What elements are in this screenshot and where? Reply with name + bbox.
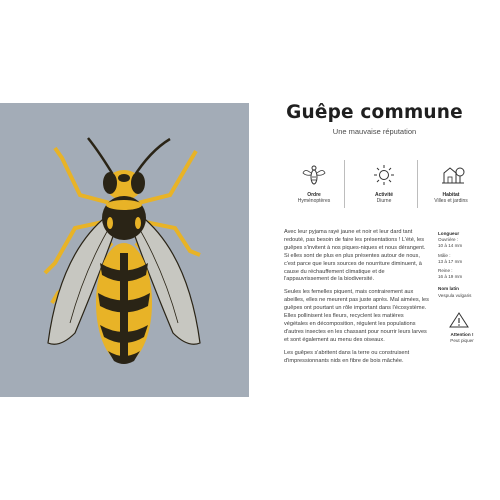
divider xyxy=(344,160,345,208)
latin-name-value: Vespula vulgaris xyxy=(438,292,472,298)
paragraph-intro: Avec leur pyjama rayé jaune et noir et leur dard tant redouté, pas besoin de faire les présentations ! L'été, les guêpes s'invitent à nos piques-niques et nous dérangent. Si elles sont de plus en plus présentes autour de nous, c'est parce que leurs sources de nourriture diminuent, à cause du réchauffement climatique et de l'appauvrissement de la biodiversité. xyxy=(284,229,426,283)
length-label: Longueur xyxy=(438,231,460,236)
queen-label: Reine : xyxy=(438,268,453,274)
latin-name-label: Nom latin xyxy=(438,286,459,292)
wasp-illustration xyxy=(0,103,249,397)
warning-value: Peut piquer xyxy=(450,338,474,343)
wasp-icon xyxy=(302,164,326,191)
fact-label-habitat: Habitat xyxy=(442,192,460,198)
divider xyxy=(417,160,418,208)
fact-value-habitat: Villes et jardins xyxy=(434,198,468,204)
fact-label-activity: Activité xyxy=(374,192,394,198)
paragraph-role: Seules les femelles piquent, mais contrairement aux abeilles, elles ne meurent pas juste après. Mal aimées, les guêpes ont pourtant un rôle important dans l'écosystème. Elles pollinisent les fleurs, recyclent les matières végétales en décomposition, régulent les populations d'autres insectes en les chassant pour nourrir leurs larves et sont également au menu des oiseaux. xyxy=(284,289,429,343)
fact-value-order: Hyménoptères xyxy=(297,198,331,204)
worker-value: 10 à 14 mm xyxy=(438,243,463,249)
paragraph-nests: Les guêpes s'abritent dans la terre ou construisent d'impressionnants nids en fibre de bois mâchée. xyxy=(284,349,410,364)
warning-text xyxy=(438,332,486,344)
sun-icon xyxy=(373,164,395,191)
queen-value: 16 à 19 mm xyxy=(438,274,463,280)
fact-label-order: Ordre xyxy=(307,192,321,198)
page-title: Guêpe commune xyxy=(286,102,463,123)
warning-label: Attention ! xyxy=(450,332,474,337)
house-tree-icon xyxy=(441,163,465,190)
fact-value-activity: Diurne xyxy=(376,198,392,204)
side-facts xyxy=(438,231,486,299)
wasp-illustration-panel xyxy=(0,103,249,397)
male-value: 13 à 17 mm xyxy=(438,258,463,264)
warning-icon xyxy=(449,312,469,333)
body-text xyxy=(284,229,429,371)
male-label: Mâle : xyxy=(438,252,451,258)
worker-label: Ouvrière : xyxy=(438,237,459,243)
page-subtitle: Une mauvaise réputation xyxy=(332,127,417,136)
